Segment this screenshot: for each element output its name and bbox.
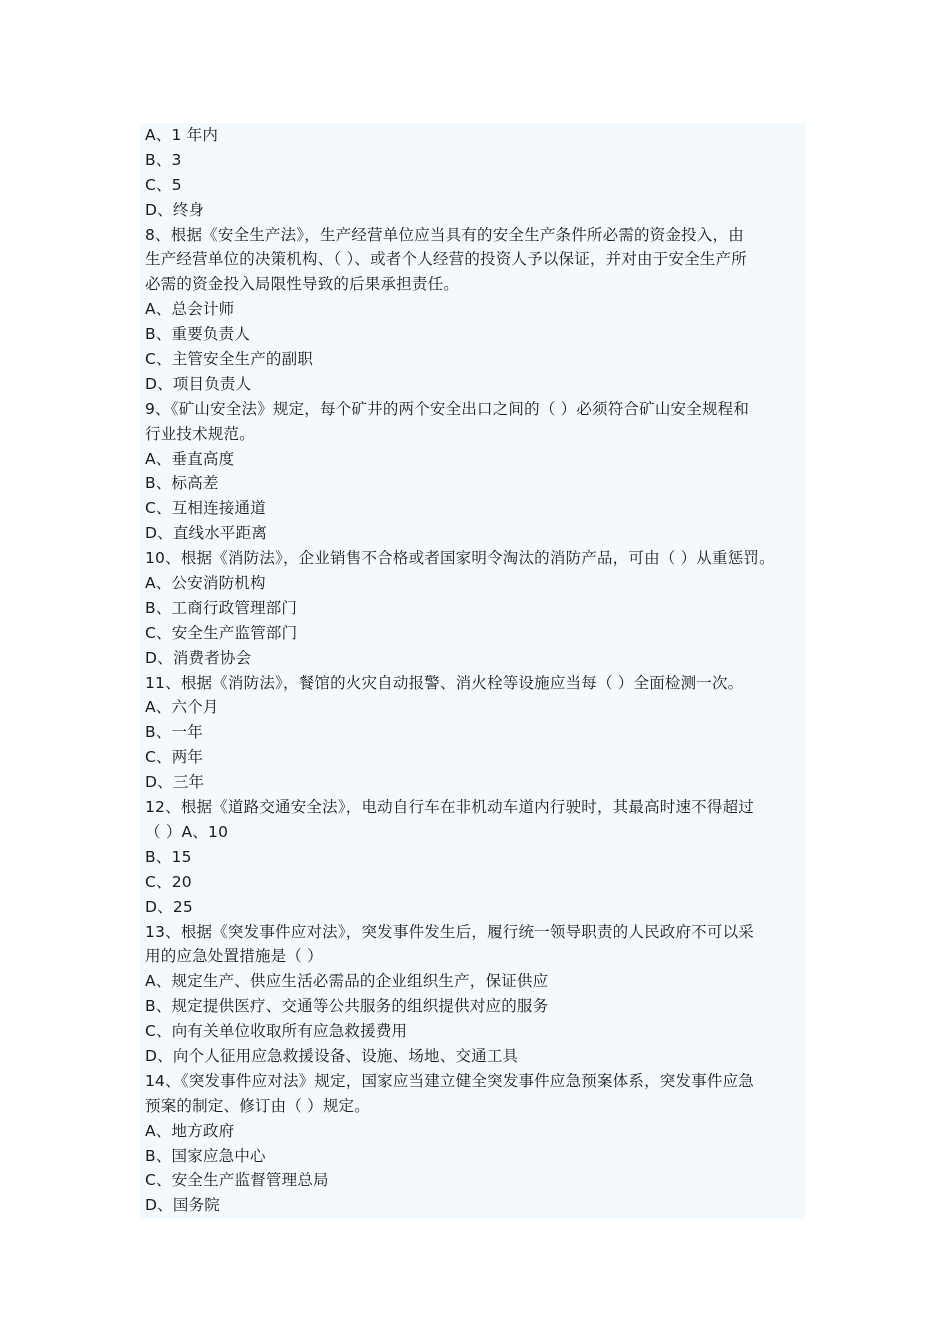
text-line: D、国务院 — [145, 1196, 220, 1215]
text-line: B、3 — [145, 150, 182, 169]
document-body — [145, 123, 835, 1218]
text-line: C、5 — [145, 175, 182, 194]
text-line: D、三年 — [145, 773, 205, 792]
text-line: A、地方政府 — [145, 1121, 235, 1140]
question-14-line: 14、《突发事件应对法》规定，国家应当建立健全突发事件应急预案体系，突发事件应急 — [145, 1071, 754, 1090]
question-13-line: 13、根据《突发事件应对法》，突发事件发生后，履行统一领导职责的人民政府不可以采 — [145, 922, 754, 941]
text-line: B、国家应急中心 — [145, 1146, 266, 1165]
text-line: C、互相连接通道 — [145, 499, 266, 518]
text-line: D、消费者协会 — [145, 648, 252, 667]
question-9-line: 9、《矿山安全法》规定，每个矿井的两个安全出口之间的（ ）必须符合矿山安全规程和 — [145, 399, 750, 418]
text-line: C、安全生产监管部门 — [145, 623, 298, 642]
question-8-line: 8、根据《安全生产法》，生产经营单位应当具有的安全生产条件所必需的资金投入，由 — [145, 225, 744, 244]
question-11-line: 11、根据《消防法》，餐馆的火灾自动报警、消火栓等设施应当每（ ）全面检测一次。 — [145, 673, 744, 692]
text-line: 用的应急处置措施是（ ） — [145, 947, 323, 966]
text-line: D、直线水平距离 — [145, 524, 268, 543]
text-line: A、六个月 — [145, 698, 219, 717]
text-line: B、15 — [145, 847, 192, 866]
question-12-line: 12、根据《道路交通安全法》，电动自行车在非机动车道内行驶时，其最高时速不得超过 — [145, 798, 754, 817]
text-line: B、重要负责人 — [145, 325, 251, 344]
text-line: D、25 — [145, 897, 193, 916]
text-line: B、一年 — [145, 723, 203, 742]
text-line: 行业技术规范。 — [145, 424, 255, 443]
text-line: C、向有关单位收取所有应急救援费用 — [145, 1022, 408, 1041]
text-line: A、垂直高度 — [145, 449, 235, 468]
text-line: D、向个人征用应急救援设备、设施、场地、交通工具 — [145, 1046, 519, 1065]
text-line: C、两年 — [145, 748, 204, 767]
text-line: （ ）A、10 — [145, 822, 229, 841]
text-line: B、工商行政管理部门 — [145, 598, 298, 617]
text-line: 生产经营单位的决策机构、（ ）、或者个人经营的投资人予以保证，并对由于安全生产所 — [145, 250, 747, 269]
text-line: B、规定提供医疗、交通等公共服务的组织提供对应的服务 — [145, 997, 549, 1016]
text-line: C、20 — [145, 872, 192, 891]
text-line: A、公安消防机构 — [145, 574, 266, 593]
text-line: D、终身 — [145, 200, 205, 219]
text-line: C、主管安全生产的副职 — [145, 350, 314, 369]
text-line: A、1 年内 — [145, 126, 219, 144]
text-line: A、规定生产、供应生活必需品的企业组织生产，保证供应 — [145, 972, 549, 991]
text-line: C、安全生产监督管理总局 — [145, 1171, 329, 1190]
question-10-line: 10、根据《消防法》，企业销售不合格或者国家明令淘汰的消防产品，可由（ ）从重惩罚。 — [145, 549, 775, 568]
text-line: B、标高差 — [145, 474, 219, 493]
text-line: 必需的资金投入局限性导致的后果承担责任。 — [145, 275, 460, 294]
text-line: D、项目负责人 — [145, 374, 252, 393]
text-line: 预案的制定、修订由（ ）规定。 — [145, 1096, 370, 1115]
text-line: A、总会计师 — [145, 300, 235, 319]
